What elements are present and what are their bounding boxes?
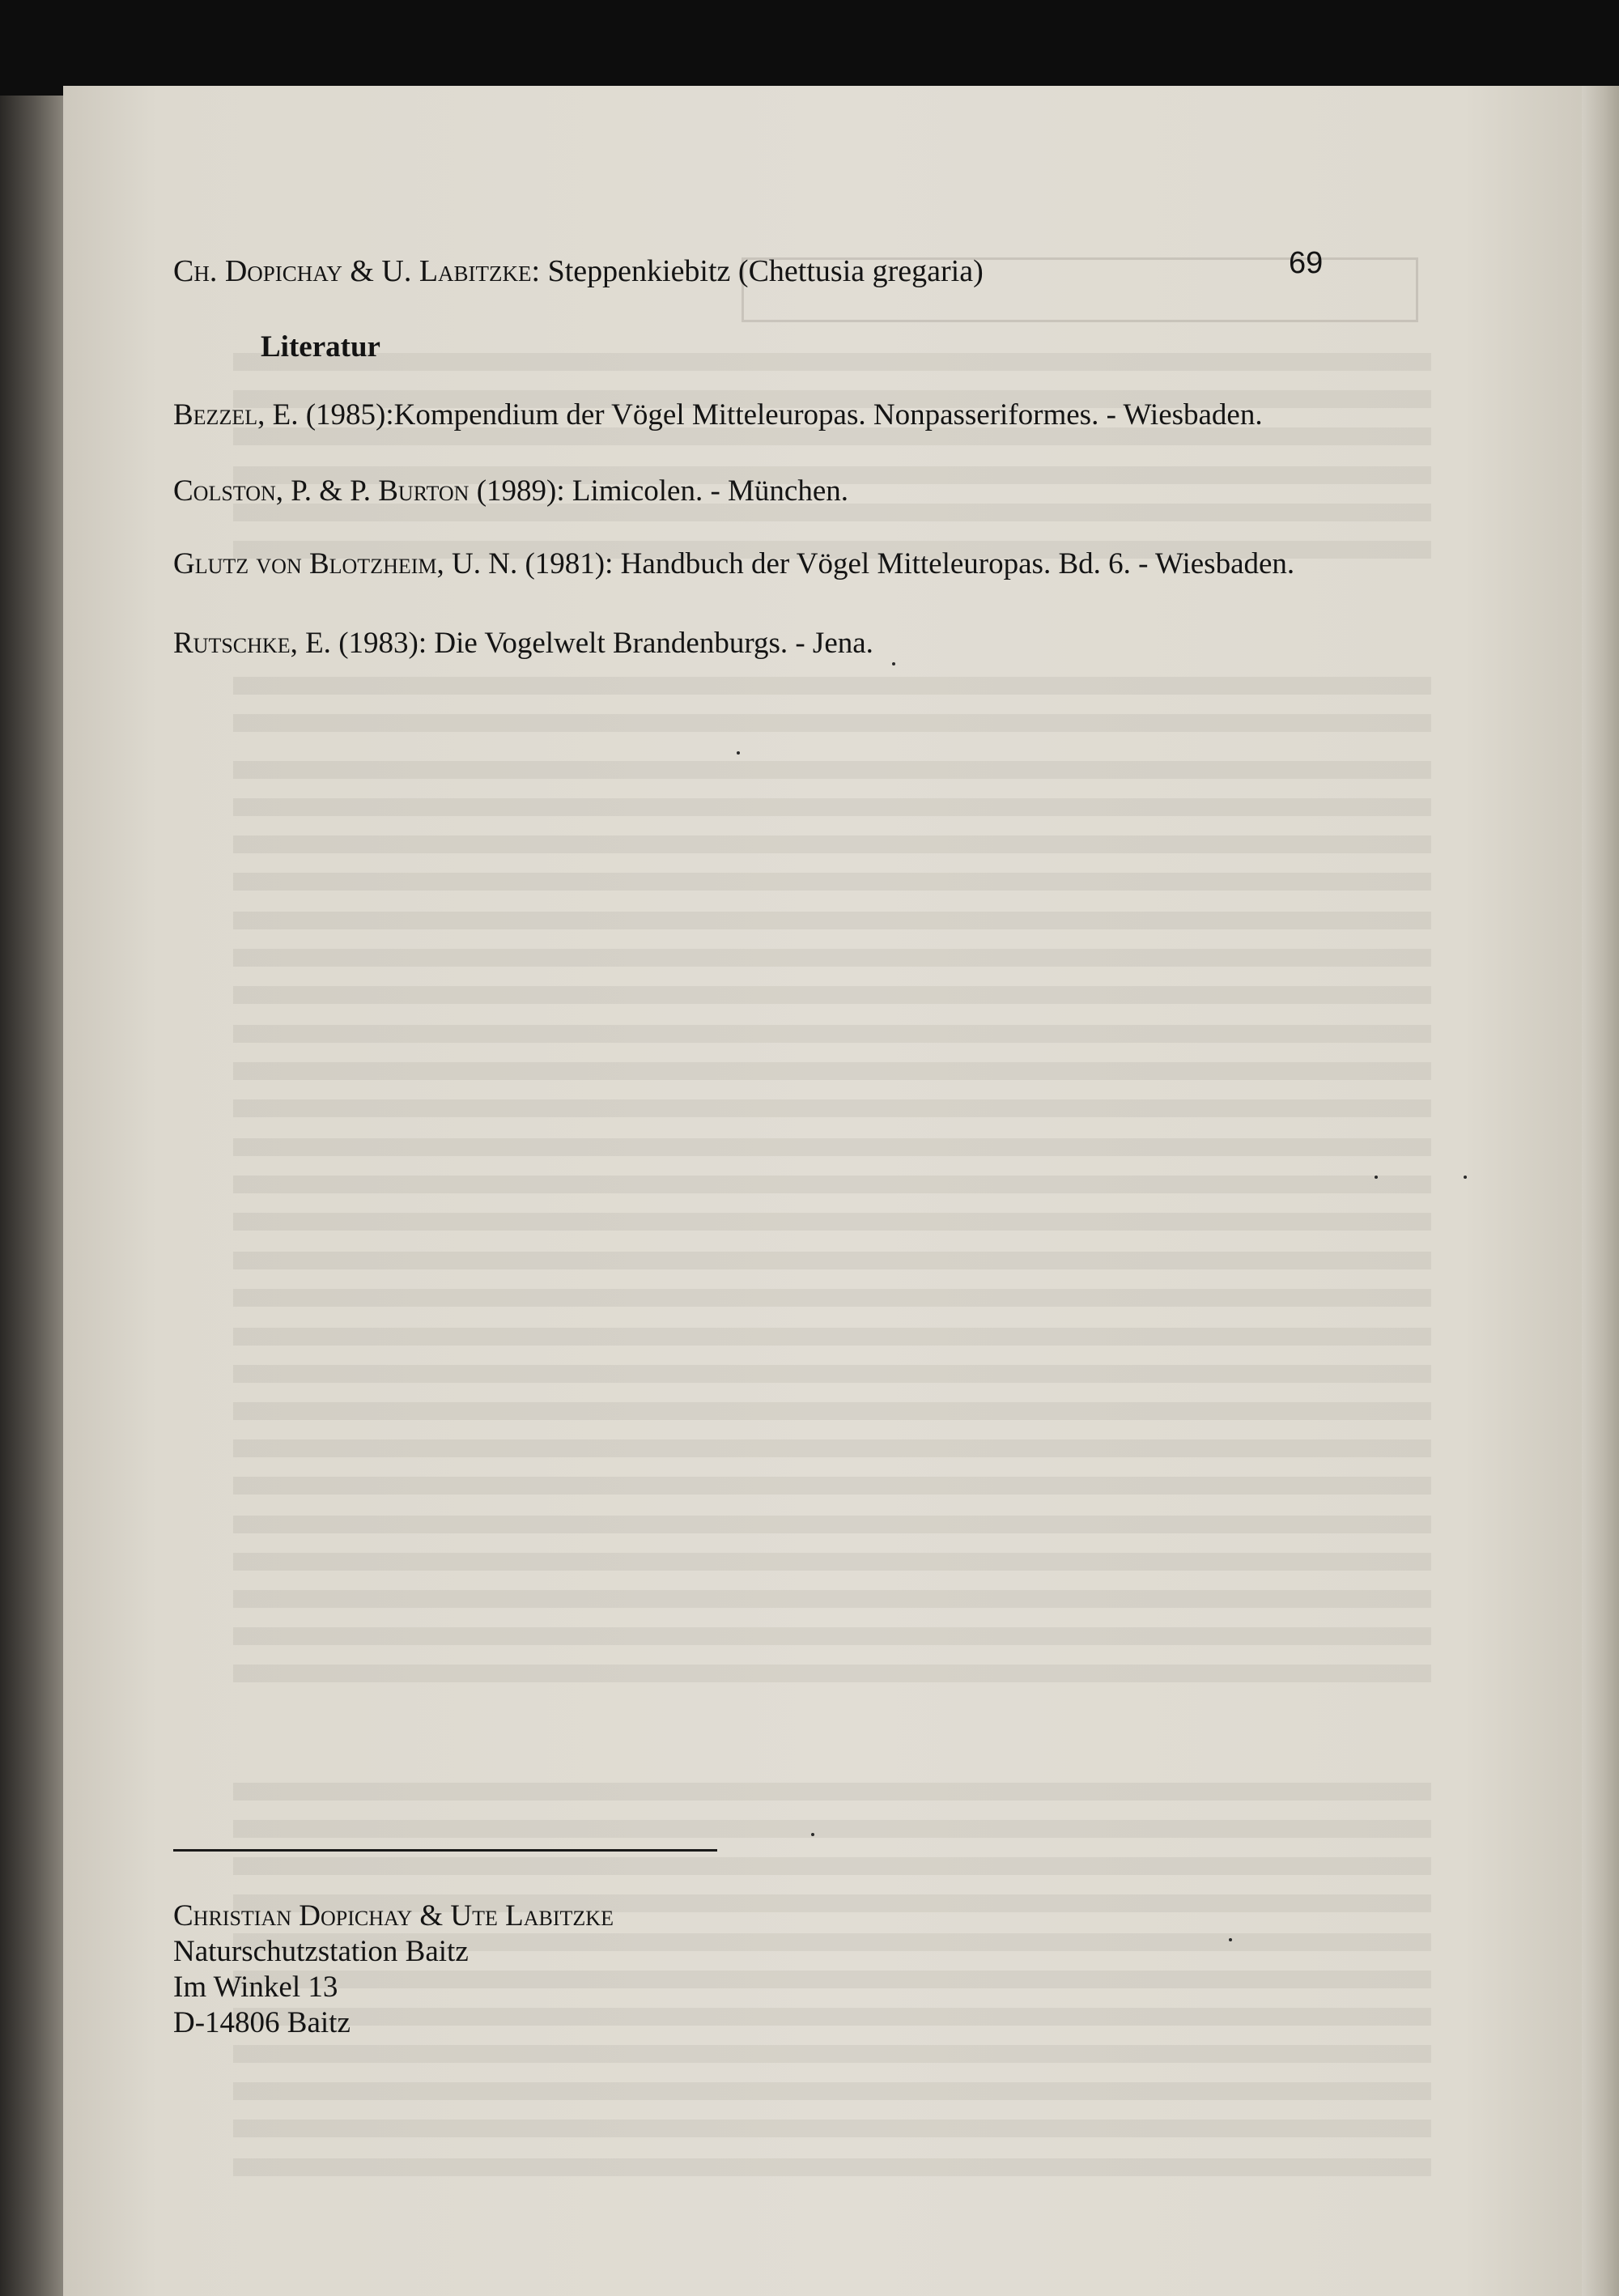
reference-author: Bezzel, E.	[173, 398, 299, 432]
running-header-title: : Steppenkiebitz (Chettusia gregaria)	[531, 254, 984, 288]
scan-speck	[811, 1833, 814, 1836]
reference-details: (1983): Die Vogelwelt Brandenburgs. - Jena.	[330, 627, 873, 660]
scan-speck	[737, 751, 740, 755]
page-edge	[1582, 86, 1619, 2296]
reference-entry	[173, 400, 1263, 430]
scan-speck	[1229, 1938, 1232, 1941]
reference-author: Rutschke, E.	[173, 627, 331, 660]
reference-details: (1989): Limicolen. - München.	[469, 474, 849, 508]
literature-heading: Literatur	[261, 330, 380, 364]
author-names: Christian Dopichay & Ute Labitzke	[173, 1899, 614, 1932]
scan-speck	[1464, 1176, 1467, 1179]
address-divider-rule	[173, 1849, 717, 1852]
scan-speck	[1375, 1176, 1378, 1179]
reference-entry	[173, 628, 873, 658]
book-spine-shadow	[0, 96, 63, 2296]
reference-details: (1985):Kompendium der Vögel Mitteleuropas. Nonpasseriformes. - Wiesbaden.	[298, 398, 1263, 432]
reference-author: Glutz von Blotzheim, U. N.	[173, 547, 518, 580]
running-header-author-2: U. Labitzke	[381, 254, 532, 288]
address-street: Im Winkel 13	[173, 1971, 338, 2004]
reference-details: (1981): Handbuch der Vögel Mitteleuropas. Bd. 6. - Wiesbaden.	[517, 547, 1295, 580]
address-institution: Naturschutzstation Baitz	[173, 1935, 469, 1968]
running-header-ampersand: &	[342, 254, 382, 288]
reference-entry	[173, 549, 1294, 579]
scan-speck	[892, 662, 895, 665]
address-postal-city: D-14806 Baitz	[173, 2006, 351, 2039]
page-number: 69	[1289, 246, 1324, 280]
reference-author: Colston, P. & P. Burton	[173, 474, 470, 508]
running-header-author-1: Ch. Dopichay	[173, 254, 342, 288]
reference-entry	[173, 476, 848, 506]
running-header	[173, 256, 984, 287]
